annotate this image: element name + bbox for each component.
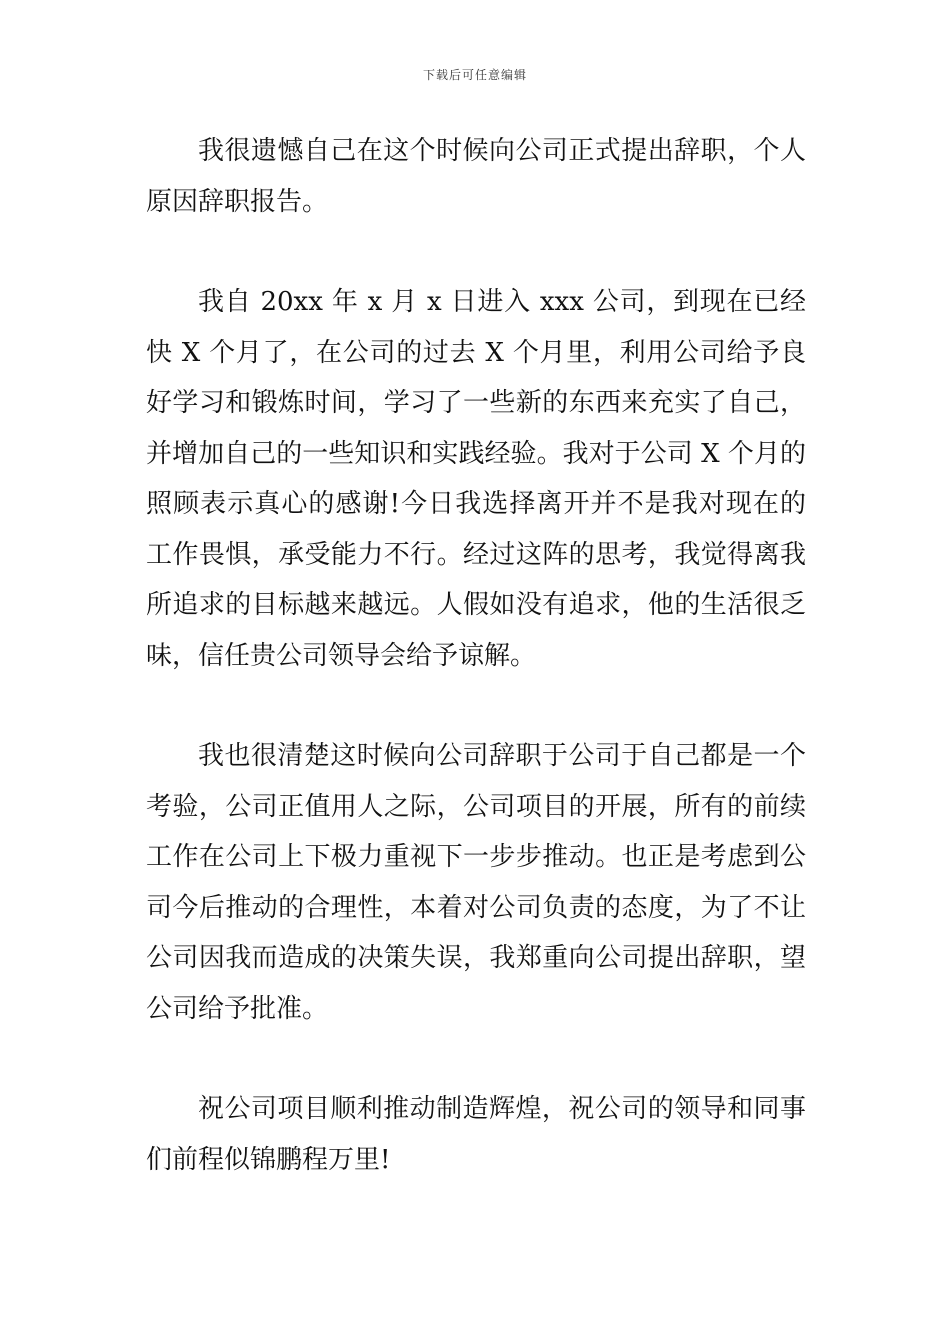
paragraph-2: 我自 20xx 年 x 月 x 日进入 xxx 公司，到现在已经快 X 个月了，在公司的过去 X 个月里，利用公司给予良好学习和锻炼时间，学习了一些新的东西来充实了自己，并增加自己的一些知识和实践经验。我对于公司 X 个月的照顾表示真心的感谢!今日我选择离开并不是我对现在的工作畏惧，承受能力不行。经过这阵的思考，我觉得离我所追求的目标越来越远。人假如没有追求，他的生活很乏味，信任贵公司领导会给予谅解。 [146,287,806,671]
document-body [146,126,806,1185]
paragraph-3: 我也很清楚这时候向公司辞职于公司于自己都是一个考验，公司正值用人之际，公司项目的开展，所有的前续工作在公司上下极力重视下一步步推动。也正是考虑到公司今后推动的合理性，本着对公司负责的态度，为了不让公司因我而造成的决策失误，我郑重向公司提出辞职，望公司给予批准。 [146,741,806,1024]
paragraph-1: 我很遗憾自己在这个时候向公司正式提出辞职，个人原因辞职报告。 [146,136,806,217]
page-header: 下载后可任意编辑 [422,68,527,82]
paragraph-4: 祝公司项目顺利推动制造辉煌，祝公司的领导和同事们前程似锦鹏程万里! [146,1094,806,1175]
